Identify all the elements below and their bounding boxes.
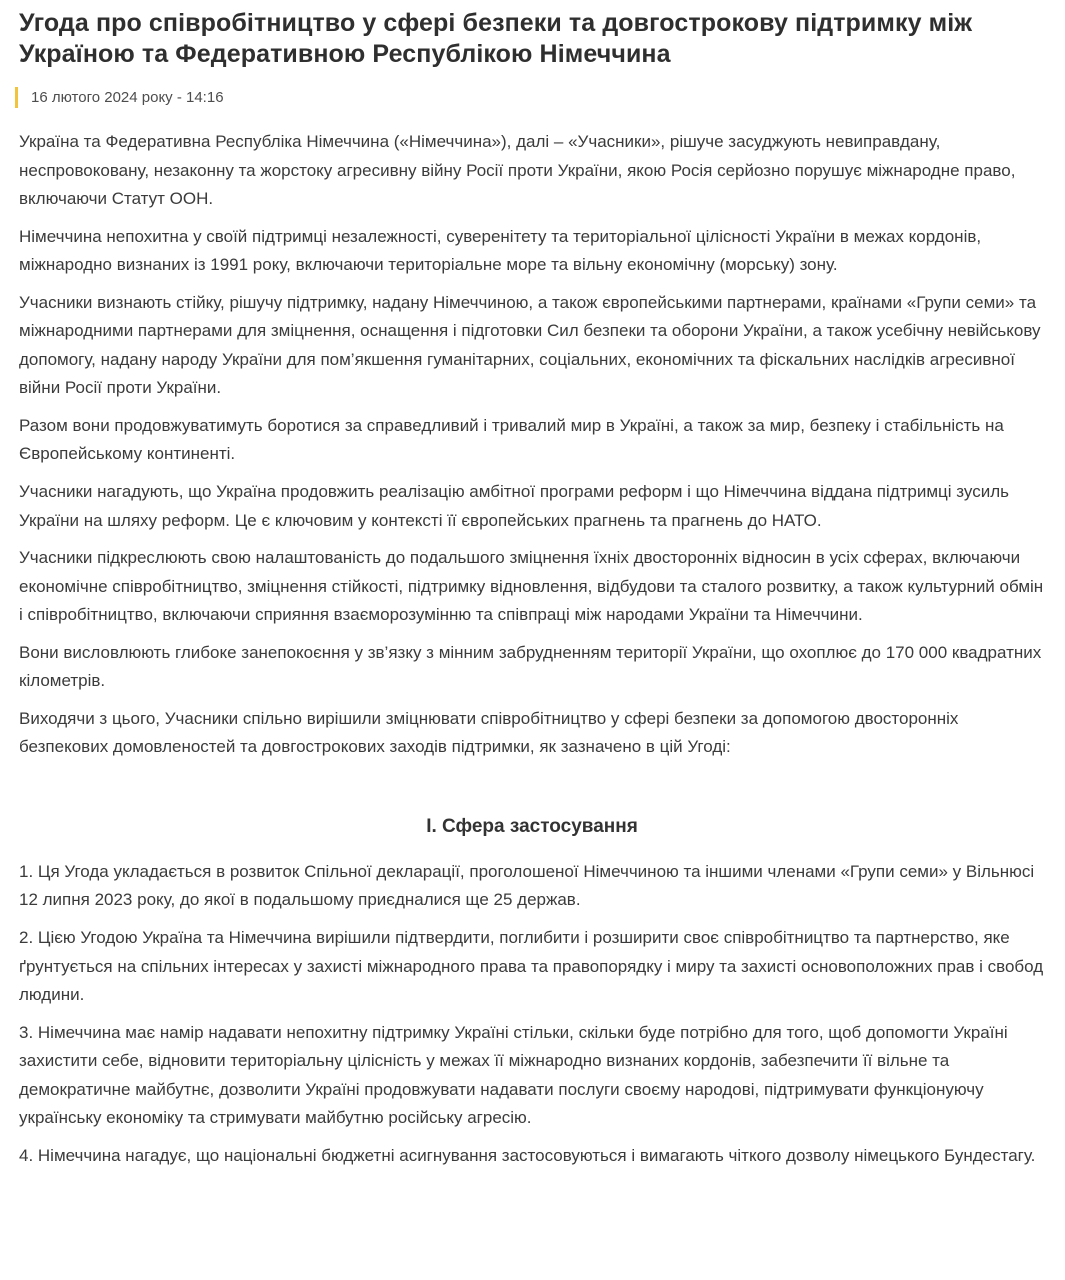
article-date: [19, 87, 1045, 108]
intro-paragraph-3: Учасники визнають стійку, рішучу підтримку, надану Німеччиною, а також європейськими партнерами, країнами «Групи семи» та міжнародними партнерами для зміцнення, оснащення і підготовки Сил безпеки та оборони України, а також усебічну невійськову допомогу, надану народу України для пом’якшення гуманітарних, соціальних, економічних та фіскальних наслідків агресивної війни Росії проти України.: [19, 292, 1041, 398]
section-paragraph-3: 3. Німеччина має намір надавати непохитну підтримку Україні стільки, скільки буде потрібно для того, щоб допомогти Україні захистити себе, відновити територіальну цілісність у межах її міжнародно визнаних кордонів, забезпечити її вільне та демократичне майбутнє, дозволити Україні продовжувати надавати послуги своєму народові, підтримувати функціонуючу українську економіку та стримувати майбутню російську агресію.: [19, 1022, 1008, 1128]
intro-paragraph-6: Учасники підкреслюють свою налаштованість до подальшого зміцнення їхніх двосторонніх відносин в усіх сферах, включаючи економічне співробітництво, зміцнення стійкості, підтримку відновлення, відбудови та сталого розвитку, а також культурний обмін і співробітництво, включаючи сприяння взаєморозумінню та співпраці між народами України та Німеччини.: [19, 548, 1044, 625]
intro-paragraph-7: Вони висловлюють глибоке занепокоєння у зв’язку з мінним забрудненням території України, що охоплює до 170 000 квадратних кілометрів.: [19, 642, 1042, 691]
intro-paragraph-8: Виходячи з цього, Учасники спільно вирішили зміцнювати співробітництво у сфері безпеки за допомогою двосторонніх безпекових домовленостей та довгострокових заходів підтримки, як зазначено в цій Угоді:: [19, 708, 959, 757]
section-paragraph-2: 2. Цією Угодою Україна та Німеччина вирішили підтвердити, поглибити і розширити своє співробітництво та партнерство, яке ґрунтується на спільних інтересах у захисті міжнародного права та правопорядку і миру та захисті основоположних прав і свобод людини.: [19, 928, 1044, 1005]
intro-paragraph-1: Україна та Федеративна Республіка Німеччина («Німеччина»), далі – «Учасники», рішуче засуджують невиправдану, неспровоковану, незаконну та жорстоку агресивну війну Росії проти України, якою Росія серйозно порушує міжнародне право, включаючи Статут ООН.: [19, 132, 1016, 209]
intro-paragraph-5: Учасники нагадують, що Україна продовжить реалізацію амбітної програми реформ і що Німеччина віддана підтримці зусиль України на шляху реформ. Це є ключовим у контексті її європейських прагнень та прагнень до НАТО.: [19, 482, 1009, 530]
section-paragraph-4: 4. Німеччина нагадує, що національні бюджетні асигнування застосовуються і вимагають чіткого дозволу німецького Бундестагу.: [19, 1145, 1036, 1165]
article-body: [19, 128, 1045, 1170]
section-paragraph-1: 1. Ця Угода укладається в розвиток Спільної декларації, проголошеної Німеччиною та іншими членами «Групи семи» у Вільнюсі 12 липня 2023 року, до якої в подальшому приєдналися ще 25 держав.: [19, 861, 1035, 910]
date-text: 16 лютого 2024 року - 14:16: [31, 89, 224, 106]
section-heading-scope: І. Сфера застосування: [426, 815, 638, 837]
page-title: Угода про співробітництво у сфері безпеки та довгострокову підтримку між Україною та Федеративною Республікою Німеччина: [19, 9, 973, 68]
intro-paragraph-4: Разом вони продовжуватимуть боротися за справедливий і тривалий мир в Україні, а також за мир, безпеку і стабільність на Європейському континенті.: [19, 415, 1004, 464]
date-accent-bar: [15, 87, 18, 108]
intro-paragraph-2: Німеччина непохитна у своїй підтримці незалежності, суверенітету та територіальної цілісності України в межах кордонів, міжнародно визнаних із 1991 року, включаючи територіальне море та вільну економічну (морську) зону.: [19, 226, 982, 275]
